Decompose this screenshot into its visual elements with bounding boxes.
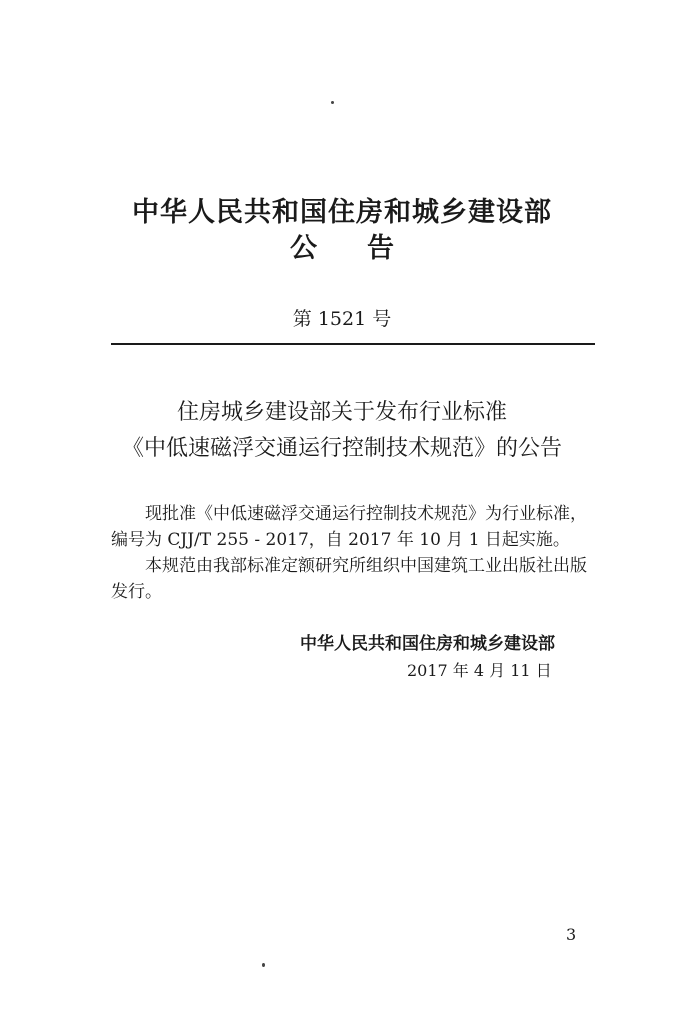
notice-title-line-2: 《中低速磁浮交通运行控制技术规范》的公告 bbox=[121, 436, 562, 461]
signature-organization: 中华人民共和国住房和城乡建设部 bbox=[300, 634, 555, 654]
scan-speck bbox=[262, 963, 265, 967]
page-number: 3 bbox=[566, 925, 577, 944]
issuer-heading: 中华人民共和国住房和城乡建设部 bbox=[132, 197, 552, 228]
body-line-3: 本规范由我部标准定额研究所组织中国建筑工业出版社出版 bbox=[145, 556, 587, 576]
signature-date: 2017 年 4 月 11 日 bbox=[407, 661, 552, 680]
header-divider bbox=[111, 343, 595, 345]
document-type-heading: 公告 bbox=[290, 233, 444, 264]
body-line-1: 现批准《中低速磁浮交通运行控制技术规范》为行业标准， bbox=[145, 504, 587, 524]
notice-number: 第 1521 号 bbox=[292, 308, 392, 330]
body-line-2: 编号为 CJJ/T 255 - 2017，自 2017 年 10 月 1 日起实施。 bbox=[111, 530, 570, 550]
scan-speck bbox=[331, 101, 334, 104]
body-line-4: 发行。 bbox=[111, 582, 162, 602]
notice-title-line-1: 住房城乡建设部关于发布行业标准 bbox=[176, 400, 507, 425]
